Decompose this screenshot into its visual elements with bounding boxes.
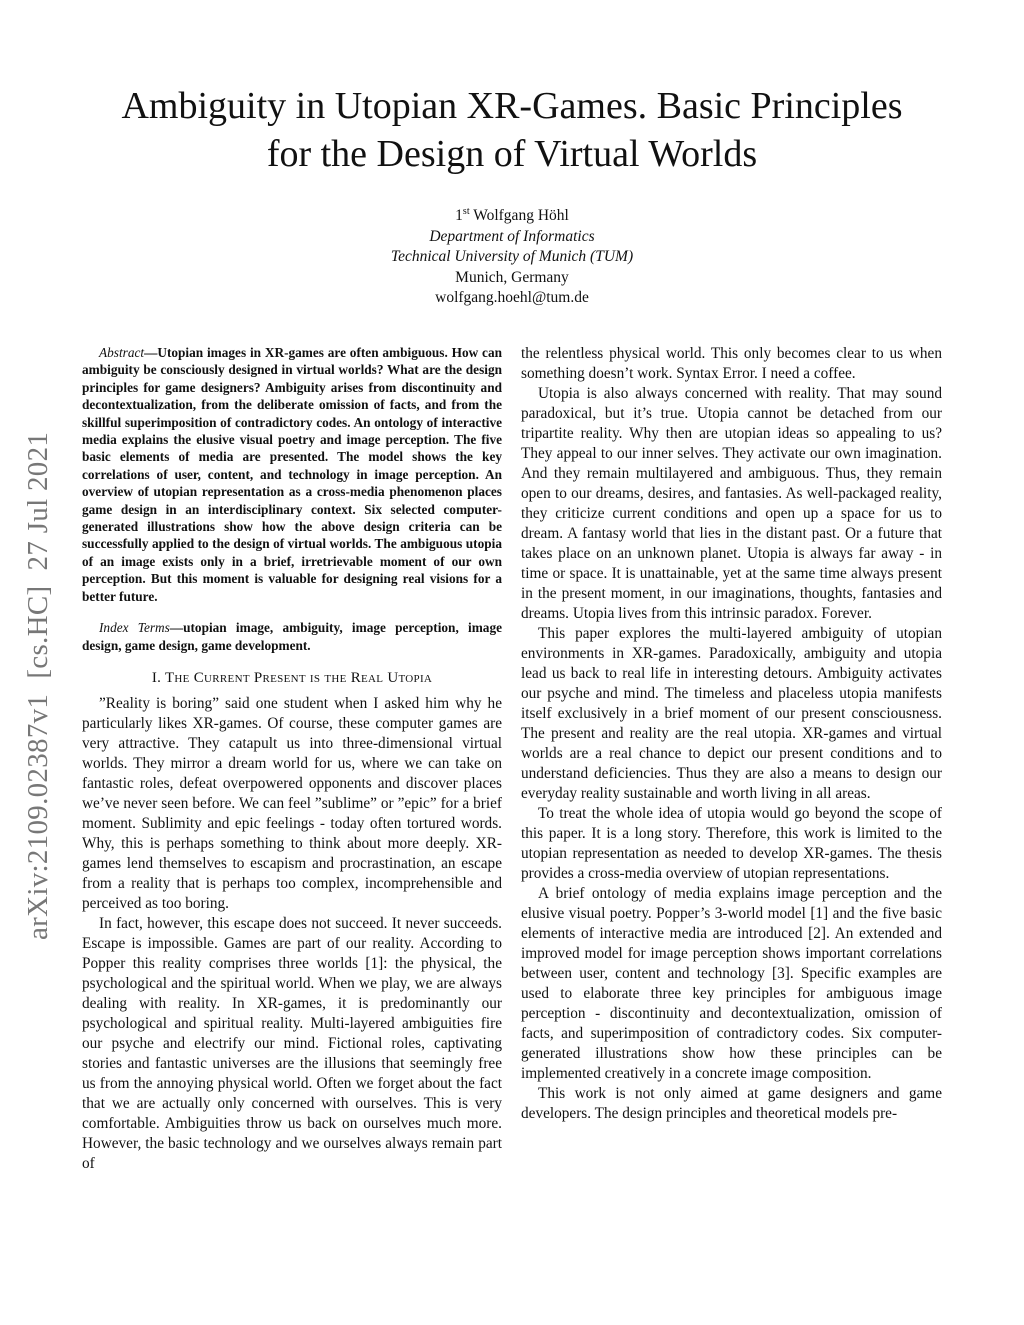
left-column: [82, 344, 502, 1174]
author-block: [312, 202, 712, 309]
title-line-2: for the Design of Virtual Worlds: [266, 133, 758, 175]
index-terms-label: Index Terms: [99, 620, 170, 636]
abstract-text: —Utopian images in XR-games are often ambiguous. How can ambiguity be consciously designed in virtual worlds? What are the design principles for game designers? Ambiguity arises from discontinuity and decontextualization, from the deliberate omission of facts, and from the skillful superimposition of contradictory codes. An ontology of interactive media explains the elusive visual poetry and image perception. The five basic elements of media are presented. The model shows the key correlations of user, content, and technology in image perception. An overview of utopian representation as a cross-media phenomenon places game design in an interdisciplinary context. Six selected computer-generated illustrations show how the above design criteria can be successfully applied to the design of virtual worlds. The ambiguous utopia of an image exists only in a brief, irretrievable moment of our own perception. But this moment is valuable for designing real visions for a better future.: [82, 345, 502, 604]
abstract-label: Abstract: [99, 345, 145, 360]
paragraph: A brief ontology of media explains image perception and the elusive visual poetry. Popper’s 3-world model [1] and the five basic elements of interactive media are introduced [2]. An extended and improved model for image perception shows important correlations between user, content and technology [3]. Specific examples are used to elaborate three key principles for ambiguous image perception - discontinuity and decontextualization, omission of facts, and superimposition of contradictory codes. Six computer-generated illustrations show how these principles can be implemented creatively in a concrete image composition.: [521, 885, 942, 1082]
author-name-line: [312, 202, 712, 227]
author-city: Munich, Germany: [455, 268, 569, 286]
paragraph: the relentless physical world. This only becomes clear to us when something doesn’t work. Syntax Error. I need a coffee.: [521, 345, 942, 382]
right-column: [521, 344, 942, 1124]
paragraph: In fact, however, this escape does not succeed. It never succeeds. Escape is impossible. Games are part of our reality. According to Popper this reality comprises three worlds [1]: the physical, the psychological and the spiritual world. When we play, we are always dealing with reality. In XR-games, it is predominantly our psychological and spiritual reality. Multi-layered ambiguities fire our psyche and electrify our mind. Fictional roles, captivating stories and fantastic universes are the illusions that seemingly free us from the annoying physical world. Often we forget about the fact that we are actually only concerned with ourselves. This is very comfortable. Ambiguities throw us back on ourselves much more. However, the basic technology and we ourselves always remain part of: [82, 914, 502, 1172]
paper-title: [60, 82, 964, 178]
paragraph: To treat the whole idea of utopia would go beyond the scope of this paper. It is a long story. Therefore, this work is limited to the utopian representation as needed to develop XR-games. The thesis provides a cross-media overview of utopian representations.: [521, 805, 942, 882]
paragraph: ”Reality is boring” said one student when I asked him why he particularly likes XR-games. Of course, these computer games are very attractive. They catapult us into three-dimensional virtual worlds. They mirror a dream world for us, where we can take on fantastic roles, defeat overpowered opponents and discover places we’ve never seen before. We can feel ”sublime” or ”epic” for a brief moment. Sublimity and epic feelings - today often tortured words. Why, this is perhaps something to think about more deeply. XR-games lend themselves to escapism and procrastination, an escape from a reality that is perhaps too complex, incomprehensible and perceived as too boring.: [82, 694, 502, 912]
section-heading: I. The Current Present is the Real Utopia: [151, 669, 433, 686]
author-email[interactable]: wolfgang.hoehl@tum.de: [435, 289, 589, 307]
index-terms: [82, 619, 502, 654]
author-ordinal: 1: [455, 207, 463, 225]
title-line-1: Ambiguity in Utopian XR-Games. Basic Principles: [121, 85, 903, 127]
paragraph: This paper explores the multi-layered ambiguity of utopian environments in XR-games. Paradoxically, ambiguity and utopia lead us back to real life in interesting detours. Ambiguity activates our psyche and mind. The timeless and placeless utopia manifests itself exclusively in a brief moment of our present consciousness. The present and reality are the real utopia. XR-games and virtual worlds are a real chance to depict our present conditions and to understand deficiencies. Thus they are also a means to design our everyday reality sustainable and worth living in all areas.: [521, 625, 942, 802]
author-university: Technical University of Munich (TUM): [390, 248, 634, 266]
author-ordinal-sup: st: [462, 206, 470, 217]
paragraph: This work is not only aimed at game designers and game developers. The design principles and theoretical models pre-: [521, 1085, 942, 1122]
abstract: [82, 344, 502, 605]
author-department: Department of Informatics: [429, 227, 595, 245]
arxiv-identifier[interactable]: arXiv:2109.02387v1 [cs.HC] 27 Jul 2021: [22, 431, 54, 940]
author-name: Wolfgang Höhl: [473, 207, 569, 225]
paragraph: Utopia is also always concerned with reality. That may sound paradoxical, but it’s true. Utopia cannot be detached from our tripartite reality. Why then are utopian ideas so appealing to us? They appeal to our inner selves. They activate our own imagination. And they remain multilayered and ambiguous. Thus, they remain open to our dreams, desires, and fantasies. As well-packaged reality, they criticize current conditions and open up a space for us to dream. A fantasy world that lies in the distant past. Or a future that takes place on an unknown planet. Utopia is always far away - in time or space. It is unattainable, yet at the same time always present in the present moment, in our imaginations, thoughts, fantasies and dreams. Utopia lives from this intrinsic paradox. Forever.: [521, 385, 942, 622]
index-terms-text: —utopian image, ambiguity, image perception, image design, game design, game development.: [82, 620, 502, 653]
